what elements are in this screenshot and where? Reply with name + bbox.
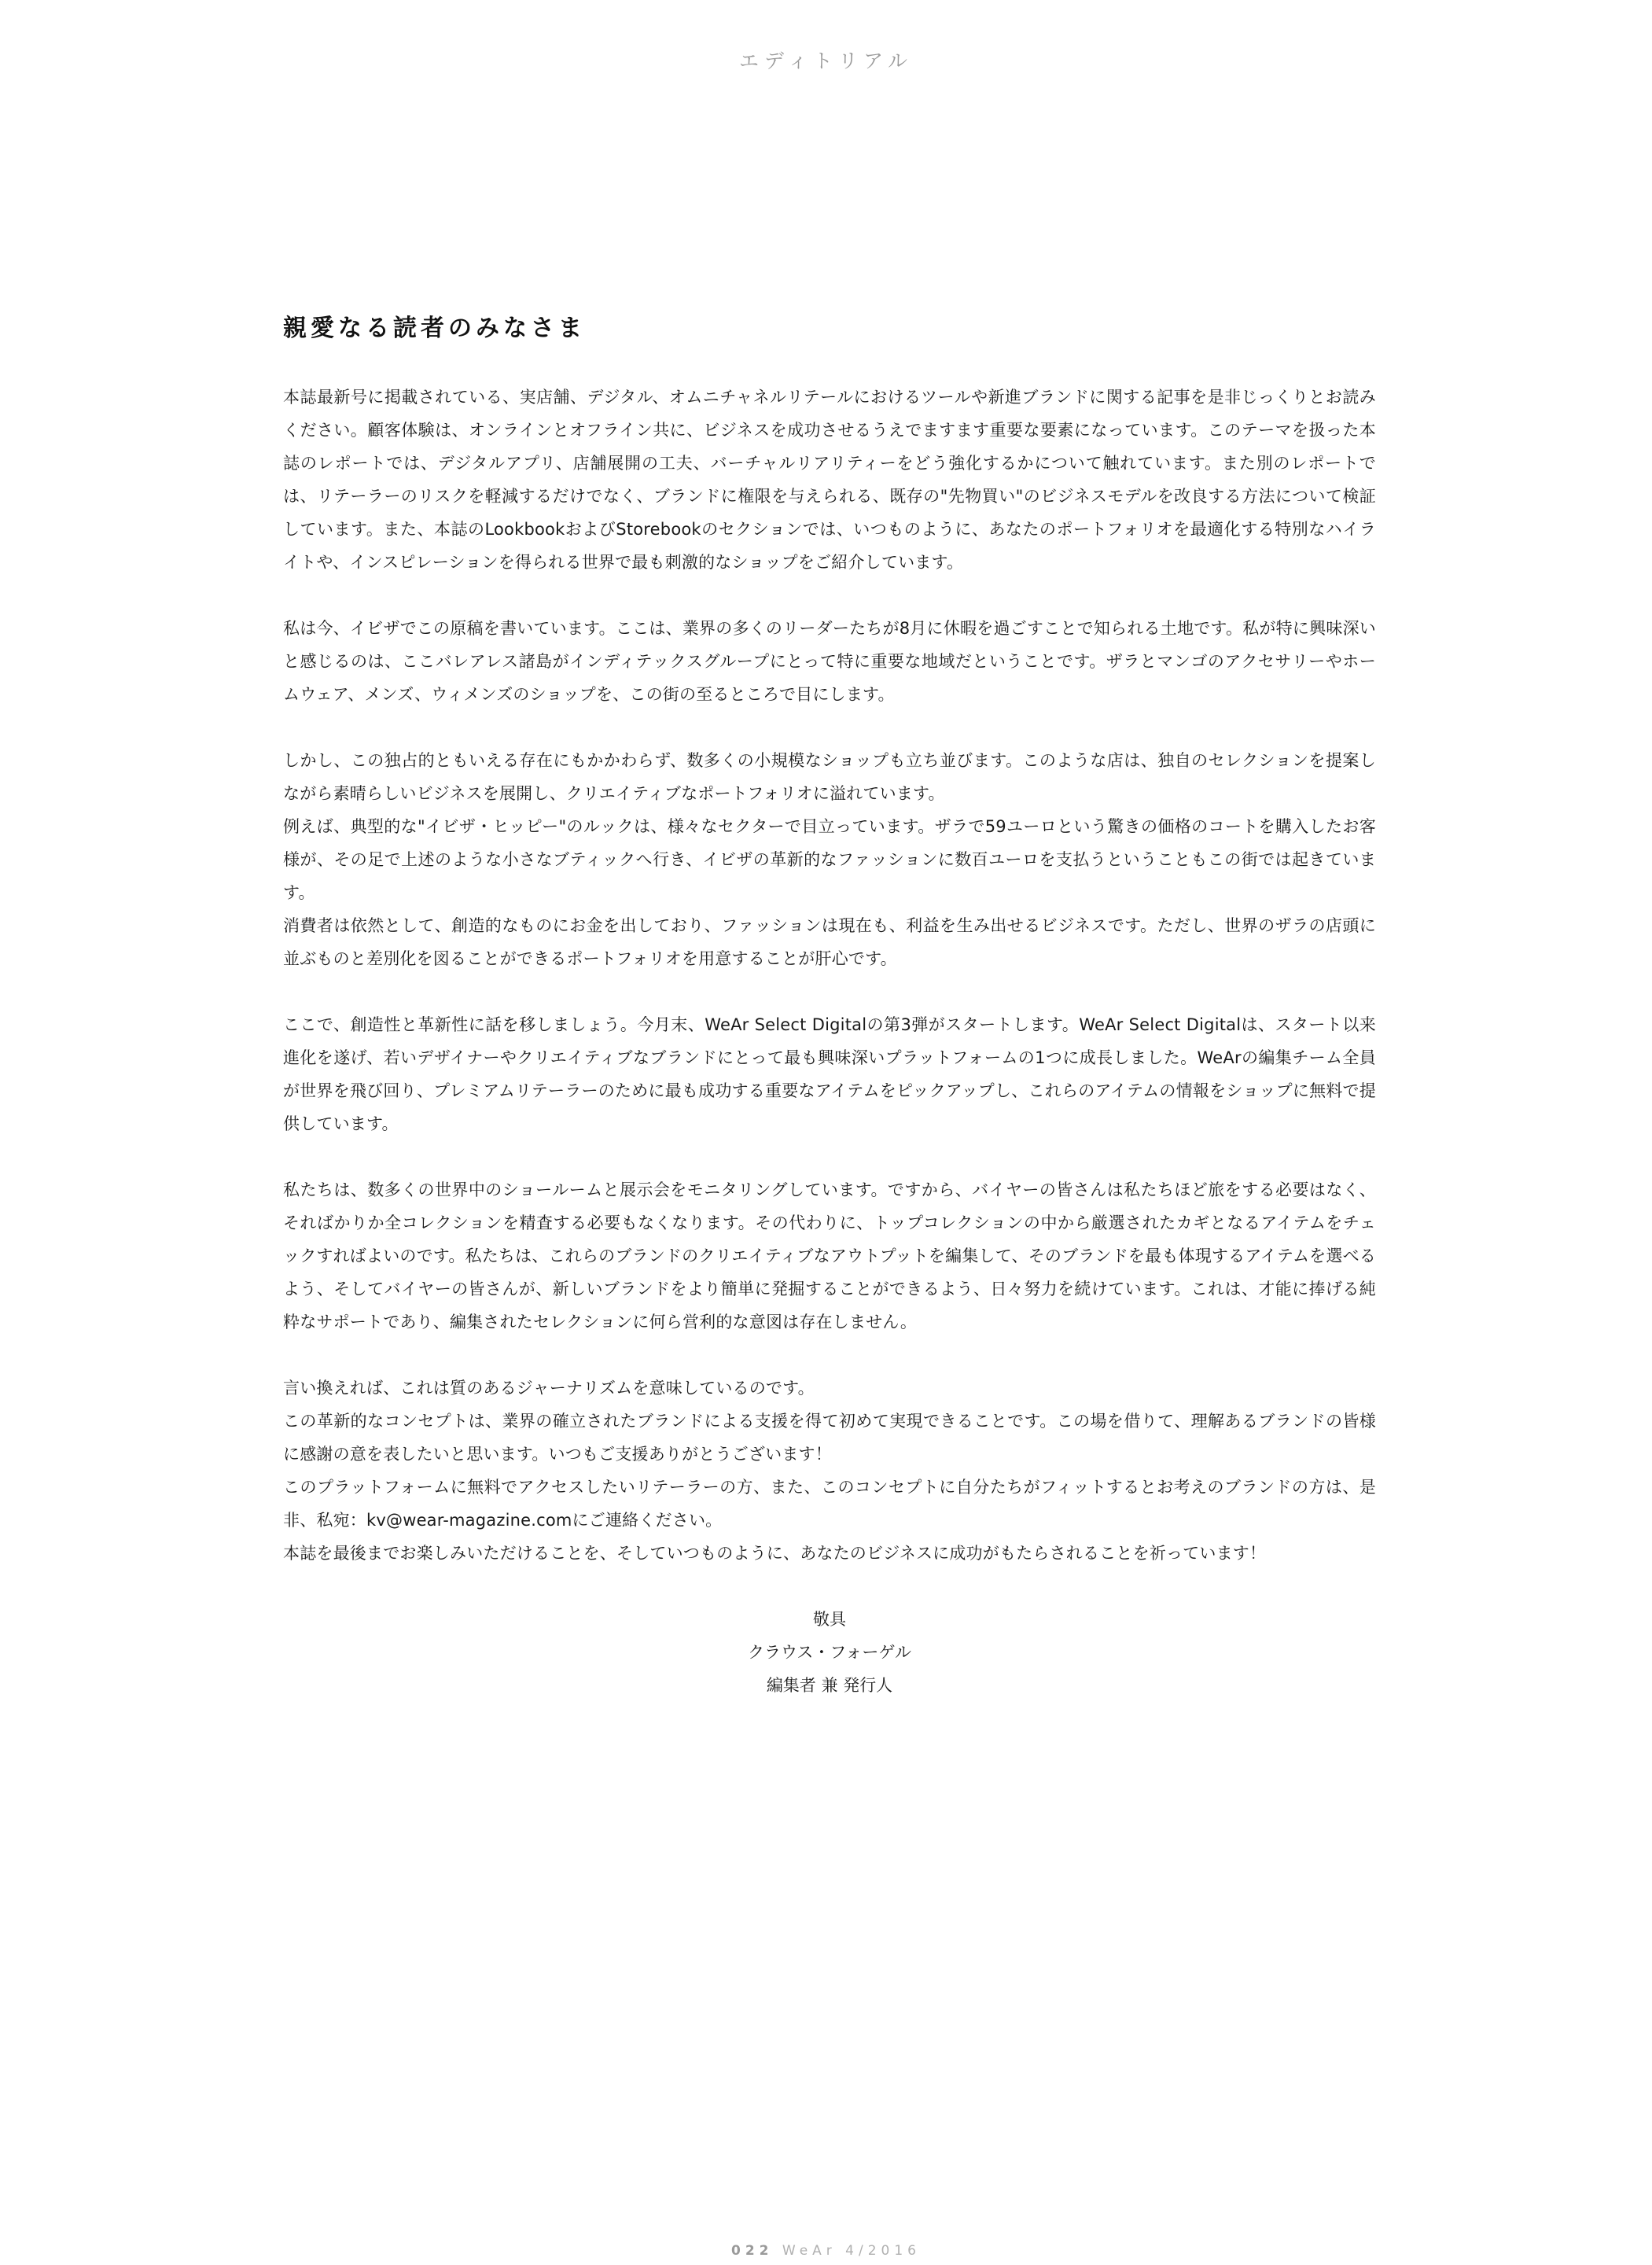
- magazine-issue: WeAr 4/2016: [782, 2243, 921, 2259]
- paragraph-line: このプラットフォームに無料でアクセスしたいリテーラーの方、また、このコンセプトに自分たちがフィットするとお考えのブランドの方は、是非、私宛：kv@wear-magazine.comにご連絡ください。: [283, 1478, 1376, 1530]
- paragraph-line: 私は今、イビザでこの原稿を書いています。ここは、業界の多くのリーダーたちが8月に休暇を過ごすことで知られる土地です。私が特に興味深いと感じるのは、ここバレアレス諸島がインディテックスグループにとって特に重要な地域だということです。ザラとマンゴのアクセサリーやホームウェア、メンズ、ウィメンズのショップを、この街の至るところで目にします。: [283, 619, 1376, 704]
- paragraph-line: 例えば、典型的な"イビザ・ヒッピー"のルックは、様々なセクターで目立っています。ザラで59ユーロという驚きの価格のコートを購入したお客様が、その足で上述のような小さなブティックへ行き、イビザの革新的なファッションに数百ユーロを支払うということもこの街では起きています。: [283, 817, 1376, 902]
- paragraph-line: 本誌を最後までお楽しみいただけることを、そしていつものように、あなたのビジネスに成功がもたらされることを祈っています！: [283, 1544, 1267, 1563]
- paragraph-line: 言い換えれば、これは質のあるジャーナリズムを意味しているのです。: [283, 1379, 815, 1398]
- editorial-letter: [283, 308, 1376, 1702]
- paragraph-select-digital: [283, 1008, 1376, 1140]
- paragraph-line: ここで、創造性と革新性に話を移しましょう。今月末、WeAr Select Digitalの第3弾がスタートします。WeAr Select Digitalは、スタート以来進化を遂げ、若いデザイナーやクリエイティブなブランドにとって最も興味深いプラットフォームの1つに成長しました。WeArの編集チーム全員が世界を飛び回り、プレミアムリテーラーのために最も成功する重要なアイテムをピックアップし、これらのアイテムの情報をショップに無料で提供しています。: [283, 1015, 1376, 1133]
- paragraph-line: この革新的なコンセプトは、業界の確立されたブランドによる支援を得て初めて実現できることです。この場を借りて、理解あるブランドの皆様に感謝の意を表したいと思います。いつもご支援ありがとうございます！: [283, 1412, 1376, 1464]
- paragraph-ibiza: [283, 612, 1376, 711]
- page-footer: [0, 2243, 1652, 2259]
- paragraph-small-shops: [283, 744, 1376, 975]
- paragraph-line: 私たちは、数多くの世界中のショールームと展示会をモニタリングしています。ですから、バイヤーの皆さんは私たちほど旅をする必要はなく、そればかりか全コレクションを精査する必要もなくなります。その代わりに、トップコレクションの中から厳選されたカギとなるアイテムをチェックすればよいのです。私たちは、これらのブランドのクリエイティブなアウトプットを編集して、そのブランドを最も体現するアイテムを選べるよう、そしてバイヤーの皆さんが、新しいブランドをより簡単に発掘することができるよう、日々努力を続けています。これは、才能に捧げる純粋なサポートであり、編集されたセレクションに何ら営利的な意図は存在しません。: [283, 1180, 1376, 1331]
- paragraph-monitoring: [283, 1173, 1376, 1339]
- signature-closing: 敬具: [813, 1610, 846, 1629]
- paragraph-journalism: [283, 1372, 1376, 1570]
- page-number: 022: [730, 2243, 774, 2259]
- signature-name: クラウス・フォーゲル: [748, 1643, 911, 1662]
- signature-block: [283, 1603, 1376, 1702]
- paragraph-line: 本誌最新号に掲載されている、実店舗、デジタル、オムニチャネルリテールにおけるツールや新進ブランドに関する記事を是非じっくりとお読みください。顧客体験は、オンラインとオフライン共に、ビジネスを成功させるうえでますます重要な要素になっています。このテーマを扱った本誌のレポートでは、デジタルアプリ、店舗展開の工夫、バーチャルリアリティーをどう強化するかについて触れています。また別のレポートでは、リテーラーのリスクを軽減するだけでなく、ブランドに権限を与えられる、既存の"先物買い"のビジネスモデルを改良する方法について検証しています。また、本誌のLookbookおよびStorebookのセクションでは、いつものように、あなたのポートフォリオを最適化する特別なハイライトや、インスピレーションを得られる世界で最も刺激的なショップをご紹介しています。: [283, 388, 1376, 572]
- salutation-heading: 親愛なる読者のみなさま: [283, 315, 586, 342]
- signature-title: 編集者 兼 発行人: [766, 1676, 893, 1695]
- paragraph-intro: [283, 381, 1376, 579]
- section-label: エディトリアル: [738, 50, 913, 72]
- paragraph-line: しかし、この独占的ともいえる存在にもかかわらず、数多くの小規模なショップも立ち並びます。このような店は、独自のセレクションを提案しながら素晴らしいビジネスを展開し、クリエイティブなポートフォリオに溢れています。: [283, 751, 1376, 803]
- paragraph-line: 消費者は依然として、創造的なものにお金を出しており、ファッションは現在も、利益を生み出せるビジネスです。ただし、世界のザラの店頭に並ぶものと差別化を図ることができるポートフォリオを用意することが肝心です。: [283, 916, 1376, 968]
